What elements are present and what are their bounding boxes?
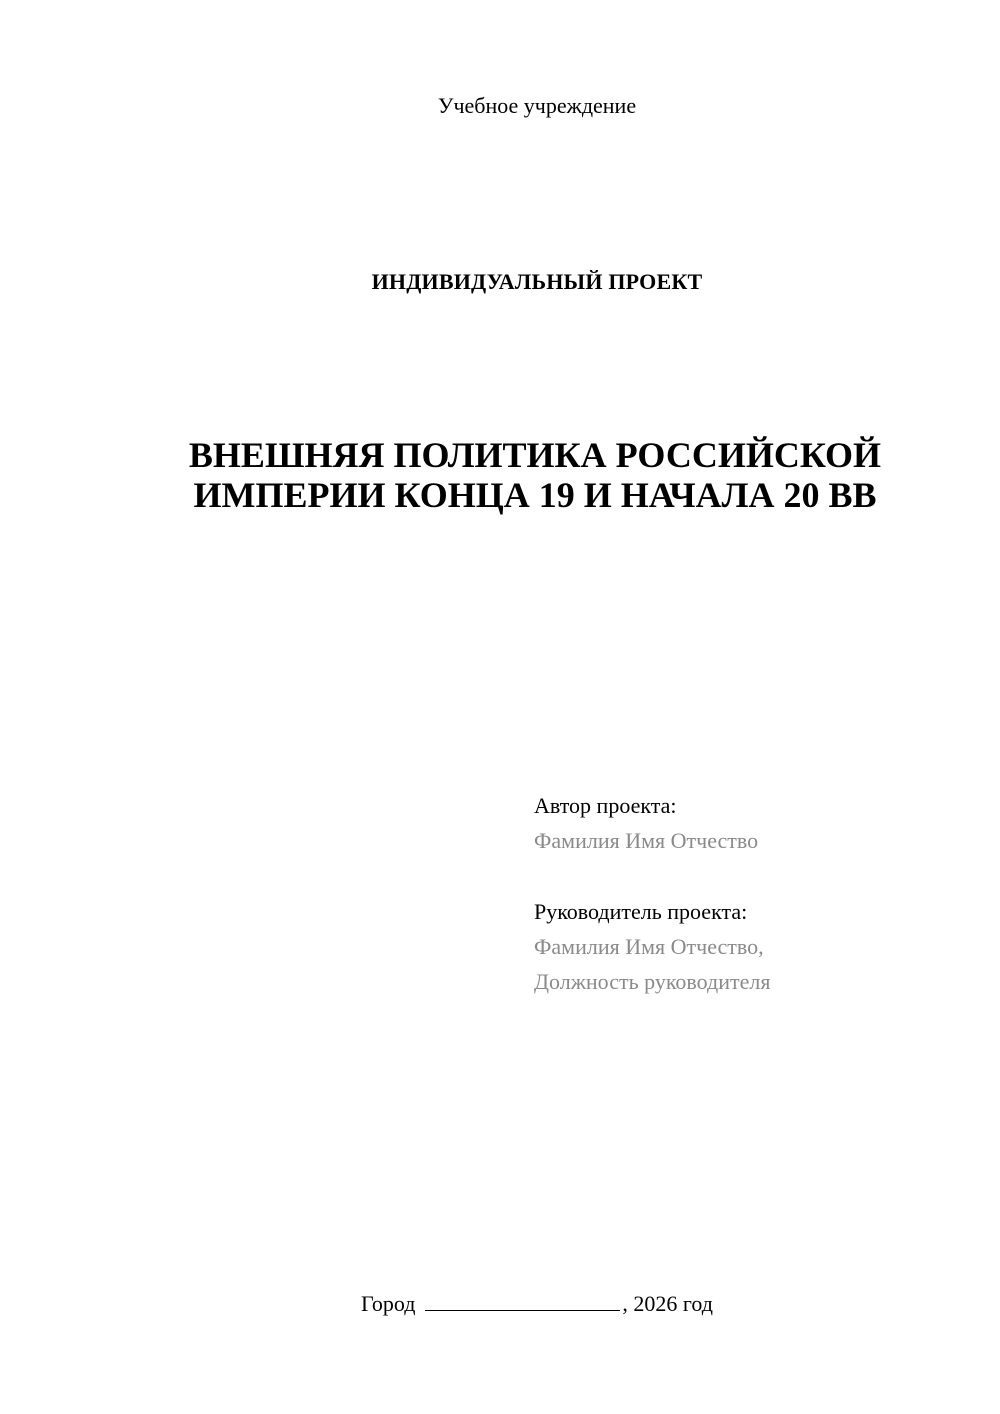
document-type: ИНДИВИДУАЛЬНЫЙ ПРОЕКТ — [371, 269, 703, 294]
project-title-line-2: ИМПЕРИИ КОНЦА 19 И НАЧАЛА 20 ВВ — [193, 475, 877, 515]
author-name-placeholder: Фамилия Имя Отчество — [534, 828, 759, 853]
supervisor-position-placeholder: Должность руководителя — [534, 969, 771, 994]
authors-block — [534, 788, 934, 999]
city-blank-line — [425, 1291, 620, 1311]
supervisor-name-placeholder: Фамилия Имя Отчество, — [534, 934, 764, 959]
author-label: Автор проекта: — [534, 793, 677, 818]
city-label: Город — [361, 1291, 416, 1316]
project-title — [150, 435, 920, 515]
authors-spacer — [534, 858, 934, 894]
year-text: , 2026 год — [622, 1291, 713, 1316]
supervisor-label: Руководитель проекта: — [534, 899, 748, 924]
institution-name: Учебное учреждение — [437, 93, 637, 118]
project-title-line-1: ВНЕШНЯЯ ПОЛИТИКА РОССИЙСКОЙ — [188, 435, 882, 475]
city-year-line — [287, 1290, 787, 1318]
